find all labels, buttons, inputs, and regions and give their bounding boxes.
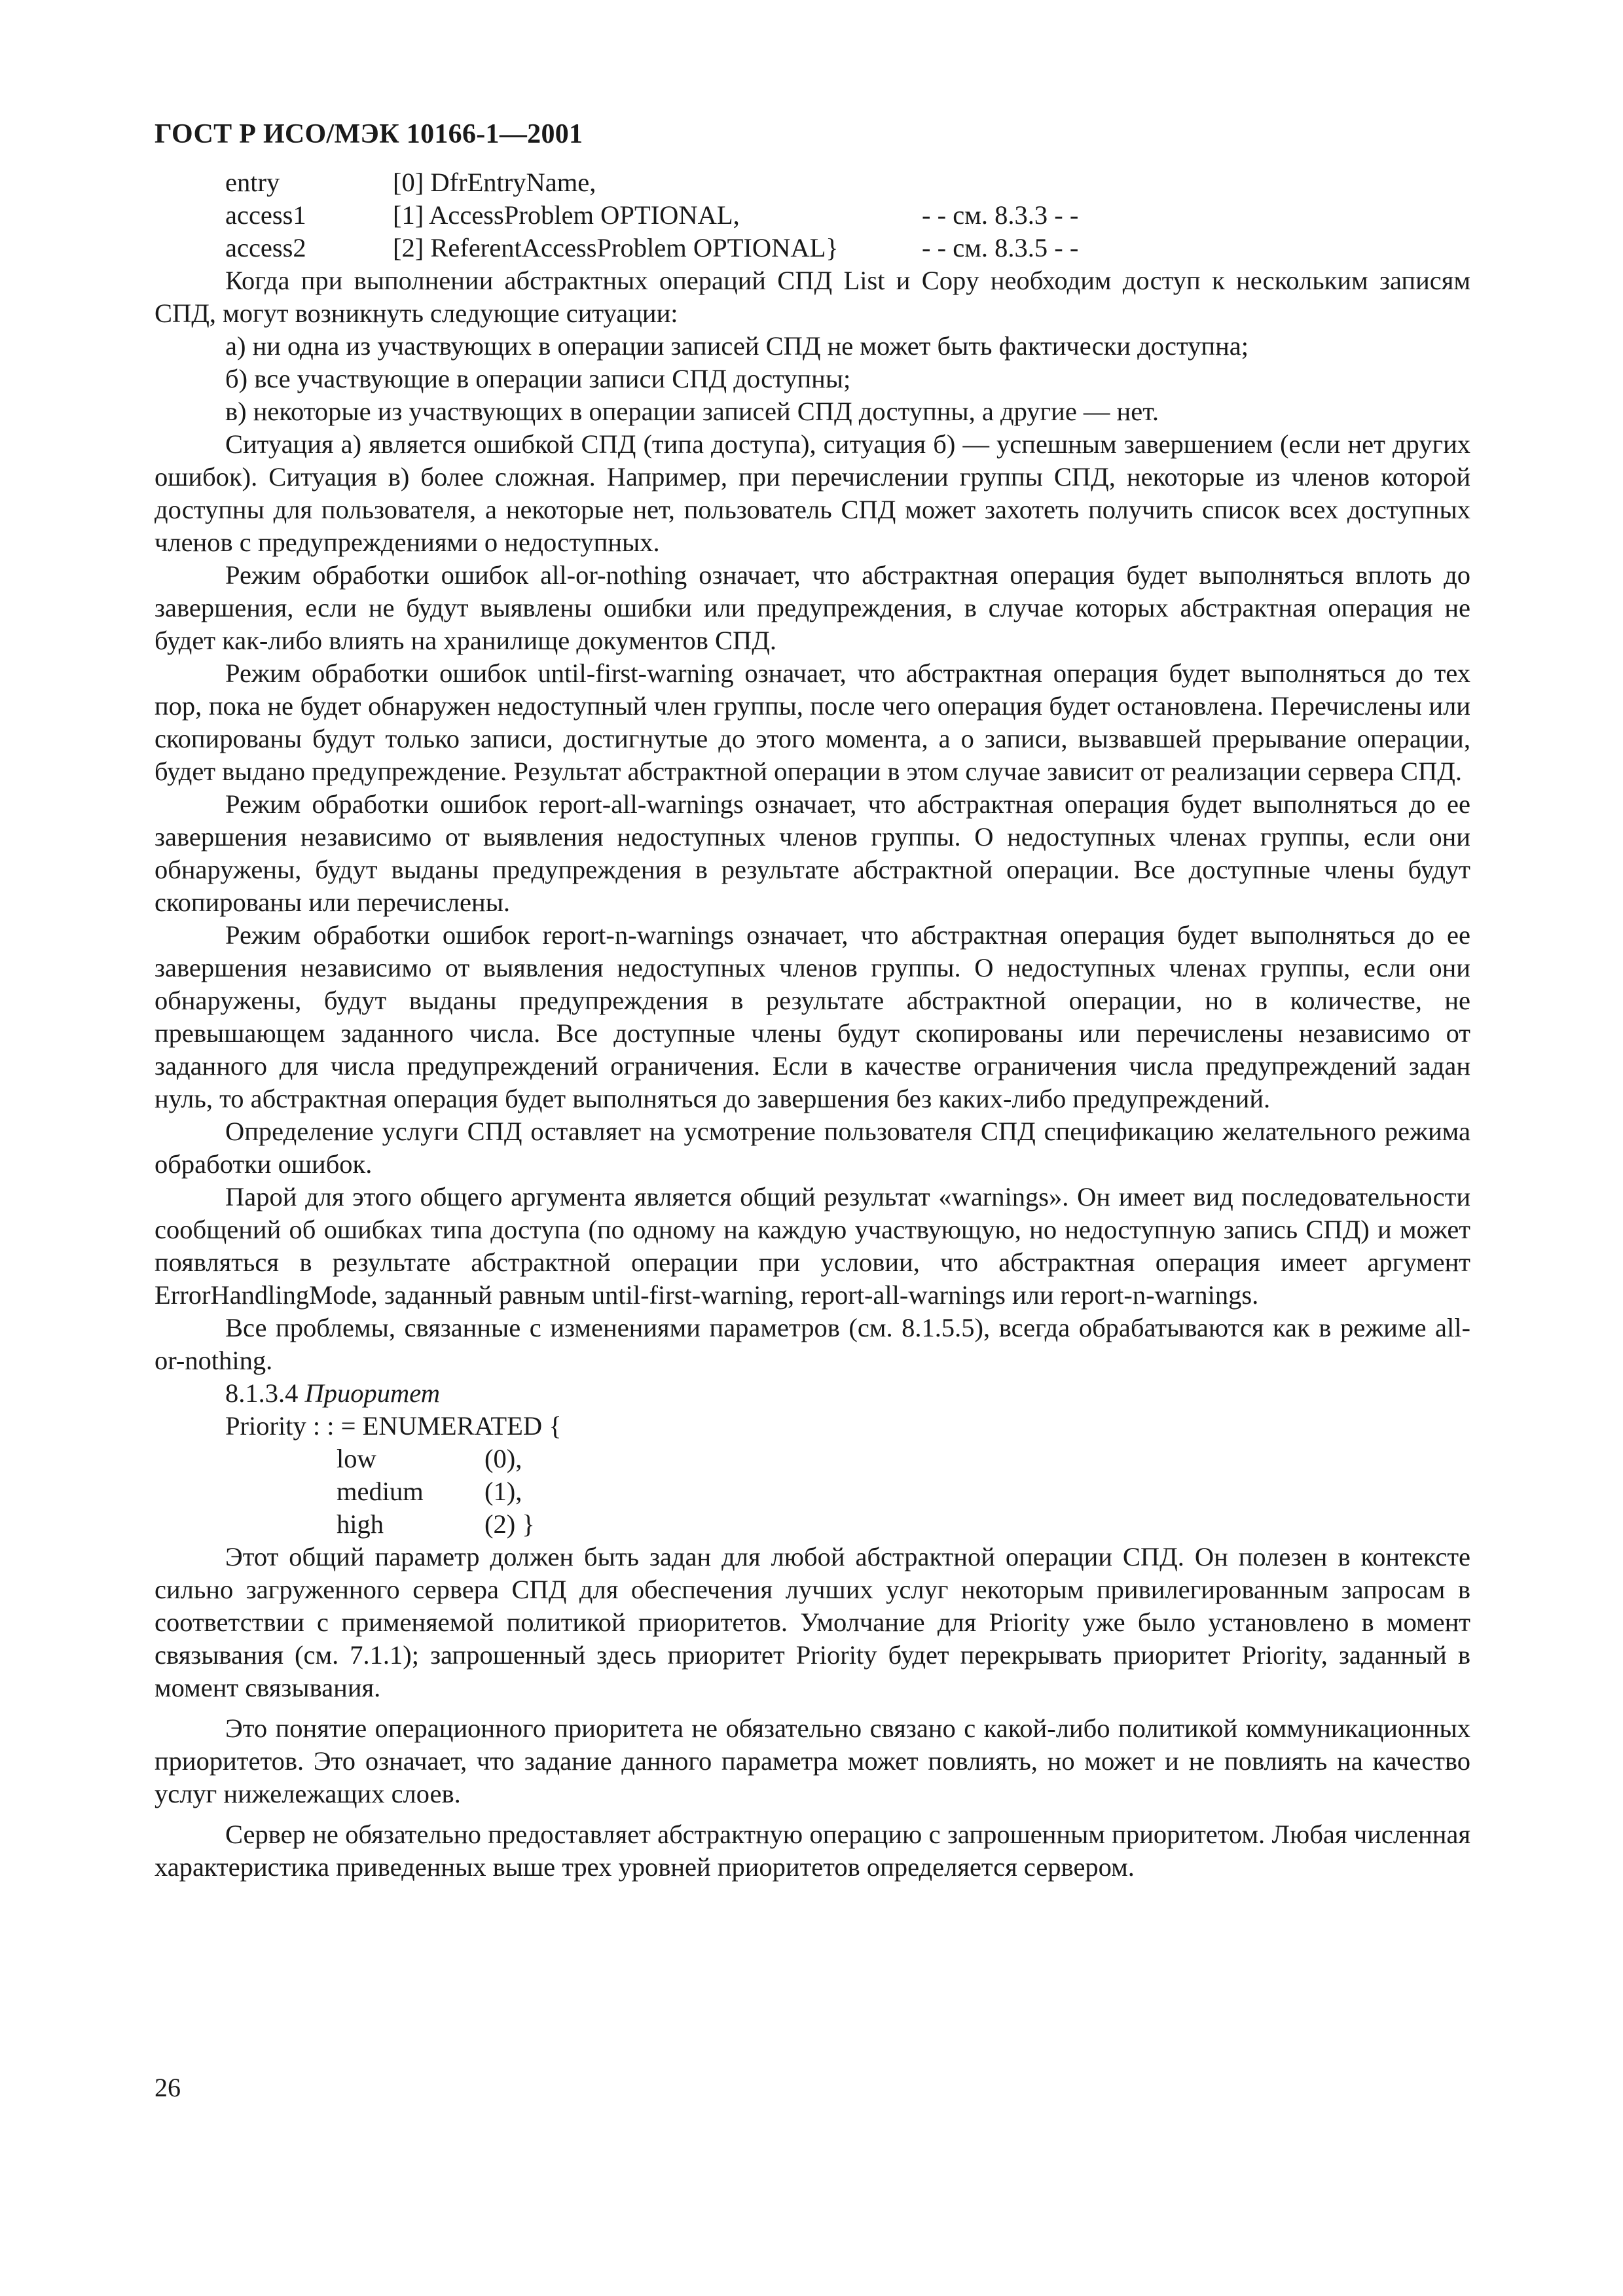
code-field-name: access1 — [225, 200, 306, 230]
section-title: Приоритет — [304, 1378, 440, 1408]
intro-paragraph: Когда при выполнении абстрактных операций СПД List и Copy необходим доступ к нескольким записям СПД, могут возникнуть следующие ситуации: — [155, 266, 1470, 328]
code-field-name: access2 — [225, 233, 306, 262]
code-field-name: entry — [225, 168, 280, 197]
enum-item-medium — [155, 1475, 1470, 1508]
paragraph-priority-concept: Это понятие операционного приоритета не обязательно связано с какой-либо политикой коммуникационных приоритетов. Это означает, что задание данного параметра может повлиять, но может и не повлиять на качество услуг нижележащих слоев. — [155, 1713, 1470, 1808]
paragraph-parameter-changes: Все проблемы, связанные с изменениями параметров (см. 8.1.5.5), всегда обрабатываются как в режиме all-or-nothing. — [155, 1313, 1470, 1375]
paragraph-situations-explained: Ситуация а) является ошибкой СПД (типа доступа), ситуация б) — успешным завершением (если нет других ошибок). Ситуация в) более сложная. Например, при перечислении группы СПД, некоторые из членов которой доступны для пользователя, а некоторые нет, пользователь СПД может захотеть получить список всех доступных членов с предупреждениями о недоступных. — [155, 429, 1470, 557]
paragraph-server-priority: Сервер не обязательно предоставляет абстрактную операцию с запрошенным приоритетом. Любая численная характеристика приведенных выше трех уровней приоритетов определяется сервером. — [155, 1820, 1470, 1882]
paragraph-service-definition: Определение услуги СПД оставляет на усмотрение пользователя СПД спецификацию желательного режима обработки ошибок. — [155, 1117, 1470, 1179]
code-row-access2 — [155, 232, 1470, 264]
enum-item-name: high — [337, 1509, 384, 1539]
page-content — [155, 118, 1470, 1884]
asn1-code-block — [155, 166, 1470, 264]
enum-item-name: low — [337, 1444, 376, 1473]
paragraph-report-n-warnings: Режим обработки ошибок report-n-warnings означает, что абстрактная операция будет выполняться до ее завершения независимо от выявления недоступных членов группы. О недоступных членах группы, если они обнаружены, будут выданы предупреждения в результате абстрактной операции, но в количестве, не превышающем заданного числа. Все доступные члены будут скопированы или перечислены независимо от заданного для числа предупреждений ограничения. Если в качестве ограничения числа предупреждений задан нуль, то абстрактная операция будет выполняться до завершения без каких-либо предупреждений. — [155, 920, 1470, 1113]
situation-item-a: а) ни одна из участвующих в операции записей СПД не может быть фактически доступна; — [225, 331, 1249, 361]
paragraph-warnings-result: Парой для этого общего аргумента является общий результат «warnings». Он имеет вид последовательности сообщений об ошибках типа доступа (по одному на каждую участвующую, но недоступную запись СПД) и может появляться в результате абстрактной операции при условии, что абстрактная операция имеет аргумент ErrorHandlingMode, заданный равным until-first-warning, report-all-warnings или report-n-warnings. — [155, 1182, 1470, 1310]
code-field-type: [1] AccessProblem OPTIONAL, — [393, 200, 740, 230]
enum-item-name: medium — [337, 1477, 424, 1506]
enum-item-low — [155, 1443, 1470, 1475]
code-field-ref: - - см. 8.3.3 - - — [922, 200, 1079, 230]
enum-item-value: (0), — [484, 1444, 522, 1473]
code-field-type: [2] ReferentAccessProblem OPTIONAL} — [393, 233, 839, 262]
section-heading — [155, 1377, 1470, 1410]
document-header: ГОСТ Р ИСО/МЭК 10166-1—2001 — [155, 119, 583, 149]
paragraph-until-first-warning: Режим обработки ошибок until-first-warning означает, что абстрактная операция будет выполняться до тех пор, пока не будет обнаружен недоступный член группы, после чего операция будет остановлена. Перечислены или скопированы будут только записи, достигнутые до этого момента, а о записи, вызвавшей прерывание операции, будет выдано предупреждение. Результат абстрактной операции в этом случае зависит от реализации сервера СПД. — [155, 658, 1470, 786]
code-field-type: [0] DfrEntryName, — [393, 168, 596, 197]
code-row-access1 — [155, 199, 1470, 232]
section-number: 8.1.3.4 — [225, 1378, 299, 1408]
code-field-ref: - - см. 8.3.5 - - — [922, 233, 1079, 262]
situation-item-c: в) некоторые из участвующих в операции записей СПД доступны, а другие — нет. — [225, 397, 1159, 426]
page-number: 26 — [155, 2073, 181, 2102]
situation-item-b: б) все участвующие в операции записи СПД доступны; — [225, 364, 851, 393]
enum-item-value: (2) } — [484, 1509, 535, 1539]
enum-item-value: (1), — [484, 1477, 522, 1506]
paragraph-all-or-nothing: Режим обработки ошибок all-or-nothing означает, что абстрактная операция будет выполняться вплоть до завершения, если не будут выявлены ошибки или предупреждения, в случае которых абстрактная операция не будет как-либо влиять на хранилище документов СПД. — [155, 560, 1470, 655]
code-row-entry — [155, 166, 1470, 199]
enum-declaration: Priority : : = ENUMERATED { — [225, 1411, 562, 1441]
paragraph-report-all-warnings: Режим обработки ошибок report-all-warnings означает, что абстрактная операция будет выполняться до ее завершения независимо от выявления недоступных членов группы. О недоступных членах группы, если они обнаружены, будут выданы предупреждения в результате абстрактной операции. Все доступные члены будут скопированы или перечислены. — [155, 789, 1470, 917]
enum-item-high — [155, 1508, 1470, 1541]
paragraph-priority-purpose: Этот общий параметр должен быть задан для любой абстрактной операции СПД. Он полезен в контексте сильно загруженного сервера СПД для обеспечения лучших услуг некоторым привилегированным запросам в соответствии с применяемой политикой приоритетов. Умолчание для Priority уже было установлено в момент связывания (см. 7.1.1); запрошенный здесь приоритет Priority будет перекрывать приоритет Priority, заданный в момент связывания. — [155, 1542, 1470, 1702]
